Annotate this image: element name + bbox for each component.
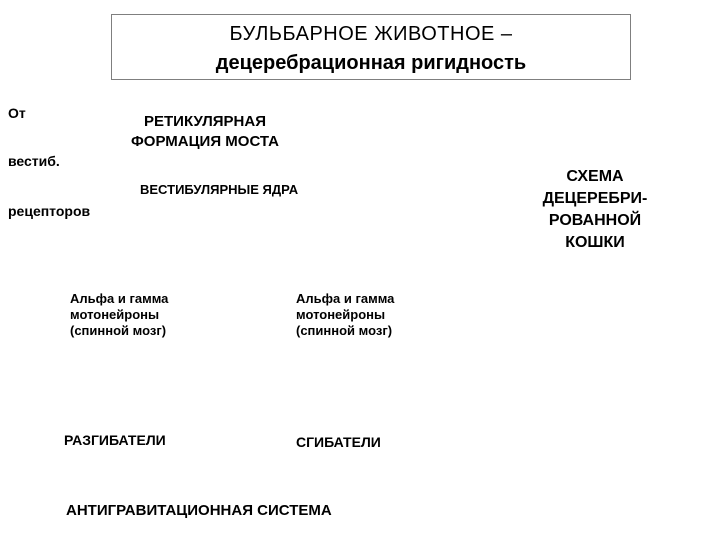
- scheme-caption-line-2: ДЕЦЕРЕБРИ-: [542, 190, 648, 207]
- source-label-receptors: рецепторов: [8, 203, 91, 219]
- scheme-caption-line-3: РОВАННОЙ: [548, 212, 642, 229]
- title-box: [111, 14, 631, 80]
- reticular-formation-line-2: ФОРМАЦИЯ МОСТА: [131, 133, 279, 150]
- extensors-label: РАЗГИБАТЕЛИ: [64, 432, 166, 448]
- motoneurons-left-line-3: (спинной мозг): [70, 323, 167, 338]
- motoneurons-right-line-2: мотонейроны: [296, 307, 386, 322]
- motoneurons-right-line-3: (спинной мозг): [296, 323, 393, 338]
- vestibular-nuclei-label: ВЕСТИБУЛЯРНЫЕ ЯДРА: [140, 182, 299, 197]
- antigravity-system-label: АНТИГРАВИТАЦИОННАЯ СИСТЕМА: [66, 502, 332, 519]
- motoneurons-right-line-1: Альфа и гамма: [296, 291, 395, 306]
- reticular-formation-line-1: РЕТИКУЛЯРНАЯ: [143, 113, 266, 130]
- scheme-caption-line-4: КОШКИ: [565, 234, 625, 251]
- scheme-caption-line-1: СХЕМА: [566, 168, 624, 185]
- motoneurons-left-line-1: Альфа и гамма: [70, 291, 169, 306]
- flexors-label: СГИБАТЕЛИ: [296, 434, 381, 450]
- source-label-vestib: вестиб.: [8, 153, 60, 169]
- motoneurons-left-line-2: мотонейроны: [70, 307, 160, 322]
- reticular-formation-label: [131, 112, 279, 152]
- motoneurons-right-label: [296, 291, 456, 339]
- scheme-caption: [528, 166, 662, 254]
- title-line-1: БУЛЬБАРНОЕ ЖИВОТНОЕ –: [229, 23, 513, 45]
- source-label-from: От: [8, 105, 26, 121]
- title-line-2: децеребрационная ригидность: [215, 52, 527, 74]
- motoneurons-left-label: [70, 291, 230, 339]
